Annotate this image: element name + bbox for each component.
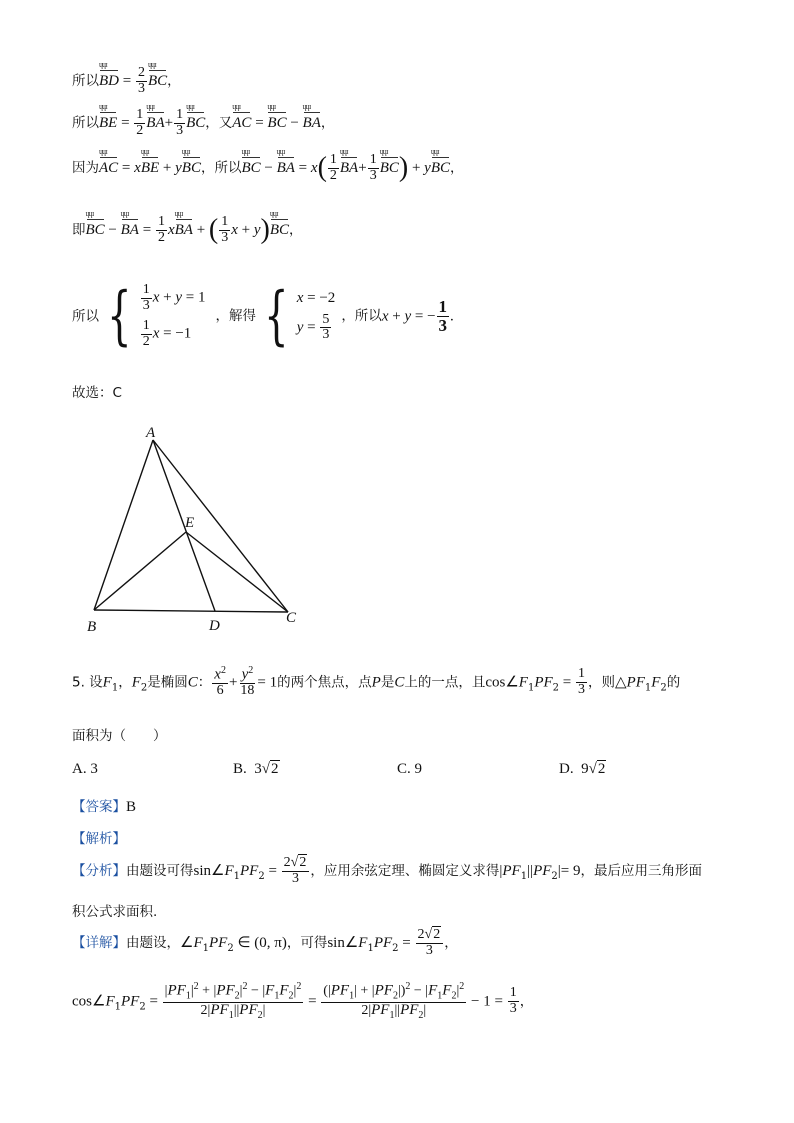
xiangjie-line-2: $\cos\angle F_1PF_2$ = $\frac{|PF_1|^2 + |PF_2|^2 - |F_1F_2|^2}{2|PF_1||PF_2|}$ = $\frac{(|PF_1| + |PF_2|)^2 - |F_1F_2|^2}{2|PF_1||PF_2|}$ − 1 = $\frac{1}{3}$ ， xyxy=(72,981,534,1021)
label-d: D xyxy=(209,618,220,634)
label-e: E xyxy=(185,515,195,531)
question-5-stem: 5. 设$F_1$，$F_2$是椭圆C： $\frac{x^2}{6}$ + $\frac{y^2}{18}$ = 1的两个焦点，点P是C上的一点，且$\cos\angle F_1PF_2$ = $\frac{1}{3}$ ，则$\triangle PF_1F_2$的 xyxy=(72,665,681,699)
equation-system: $\frac{1}{3}$ x + y = 1 $\frac{1}{2}$ x = −1 xyxy=(142,282,206,350)
solution-system: x = −2 y = $\frac{5}{3}$ xyxy=(296,289,336,343)
label-a: A xyxy=(146,425,156,441)
xiangjie-line-1: 【详解】由题设，$\angle F_1PF_2$ ∈ (0, π)，可得$\sin\angle F_1PF_2$ = $\frac{2√2}{3}$ ， xyxy=(72,927,458,958)
label-c: C xyxy=(286,610,297,626)
label-b: B xyxy=(87,619,97,635)
option-a[interactable]: A. 3 xyxy=(72,761,98,777)
solution-line-2: 所以BE ɥɥɹ = $\frac{1}{2}$ BA ɥɥɹ+ $\frac{1}{3}$ BC ɥɥɹ，又AC ɥɥɹ = BC ɥɥɹ − BA ɥɥɹ， xyxy=(72,108,334,138)
question-5-stem-2: 面积为（ ） xyxy=(72,728,167,744)
answer-value: B xyxy=(126,799,137,815)
edge-bc xyxy=(94,610,288,612)
analysis-heading: 【解析】 xyxy=(72,831,126,847)
solution-line-4: 即BC ɥɥɹ − BA ɥɥɹ = $\frac{1}{2}$ xBA ɥɥɹ + ( $\frac{1}{3}$ x + y)BC ɥɥɹ， xyxy=(72,214,303,246)
triangle-figure xyxy=(80,420,320,640)
solution-line-6: 故选：C xyxy=(72,385,122,401)
fenxi-line-2: 积公式求面积. xyxy=(72,904,158,920)
segment-ad xyxy=(153,440,215,611)
edge-ac xyxy=(153,440,288,612)
option-c[interactable]: C. 9 xyxy=(397,761,423,777)
solution-line-5: 所以 { $\frac{1}{3}$ x + y = 1 $\frac{1}{2}$ x = −1 ，解得 { x = −2 y = $\frac{5}{3}$ ，所以x + y = − $\frac{1}{3}$ . xyxy=(72,279,454,354)
option-b[interactable]: B. 3√2 xyxy=(233,761,279,777)
answer-line xyxy=(72,795,136,816)
fenxi-line-1: 【分析】由题设可得$\sin\angle F_1PF_2$ = $\frac{2√2}{3}$ ，应用余弦定理、椭圆定义求得$|PF_1||PF_2|= 9$，最后应用三角形面 xyxy=(72,855,703,886)
solution-line-1: 所以BD ɥɥɹ = $\frac{2}{3}$ BC ɥɥɹ， xyxy=(72,66,181,96)
solution-line-3: 因为AC ɥɥɹ = xBE ɥɥɹ + yBC ɥɥɹ，所以BC ɥɥɹ − BA ɥɥɹ = x( $\frac{1}{2}$ BA ɥɥɹ+ $\frac{1}{3}$ BC ɥɥɹ) + yBC ɥɥɹ， xyxy=(72,152,464,184)
option-d[interactable]: D. 9√2 xyxy=(559,761,606,777)
answer-tag: 【答案】 xyxy=(72,799,126,815)
